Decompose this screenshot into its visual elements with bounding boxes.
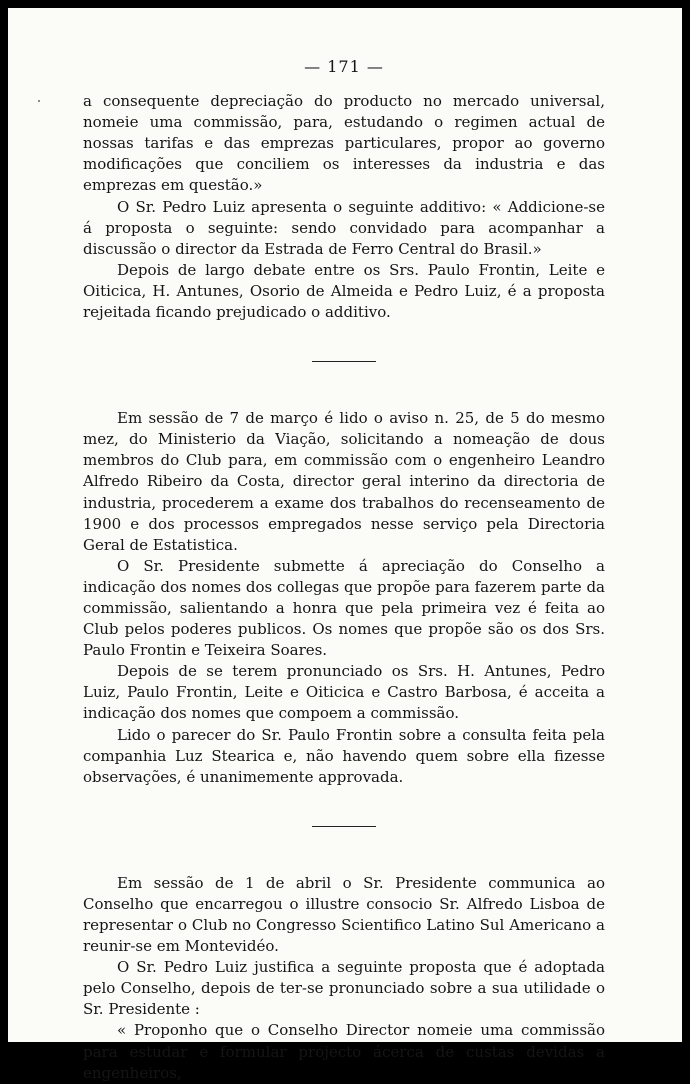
paragraph: Depois de se terem pronunciado os Srs. H. Antunes, Pedro Luiz, Paulo Frontin, Leite e Oiticica e Castro Barbosa, é acceita a indicação dos nomes que compoem a commissão. [83,662,605,723]
document-page [8,8,682,1082]
paragraph: Em sessão de 1 de abril o Sr. Presidente communica ao Conselho que encarregou o illustre consocio Sr. Alfredo Lisboa de representar o Club no Congresso Scientifico Latino Sul Americano a reunir-se em Montevidéo. [83,873,605,956]
section-divider [312,826,376,827]
page-number: — 171 — [304,57,384,76]
paragraph: « Proponho que o Conselho Director nomeie uma commissão para estudar e formular projecto ácerca de custas devidas a engenheiros, [83,1021,605,1082]
section-divider [312,361,376,362]
print-speck [38,100,40,102]
paragraph: Em sessão de 7 de março é lido o aviso n. 25, de 5 do mesmo mez, do Ministerio da Viação, solicitando a nomeação de dous membros do Club para, em commissão com o engenheiro Leandro Alfredo Ribeiro da Costa, director geral interino da directoria de industria, procederem a exame dos trabalhos do recenseamento de 1900 e dos processos empregados nesse serviço pela Directoria Geral de Estatistica. [83,409,605,554]
paragraph: Lido o parecer do Sr. Paulo Frontin sobre a consulta feita pela companhia Luz Stearica e, não havendo quem sobre ella fizesse observações, é unanimemente approvada. [83,725,605,786]
paragraph: Depois de largo debate entre os Srs. Paulo Frontin, Leite e Oiticica, H. Antunes, Osorio de Almeida e Pedro Luiz, é a proposta rejeitada ficando prejudicado o additivo. [83,260,605,322]
page-content [83,56,605,1084]
paragraph: O Sr. Pedro Luiz apresenta o seguinte additivo: « Addicione-se á proposta o seguinte: sendo convidado para acompanhar a discussão o director da Estrada de Ferro Central do Brasil.» [83,197,605,258]
paragraph: O Sr. Pedro Luiz justifica a seguinte proposta que é adoptada pelo Conselho, depois de ter-se pronunciado sobre a sua utilidade o Sr. Presidente : [83,958,605,1019]
paragraph: O Sr. Presidente submette á apreciação do Conselho a indicação dos nomes dos collegas que propõe para fazerem parte da commissão, salientando a honra que pela primeira vez é feita ao Club pelos poderes publicos. Os nomes que propõe são os dos Srs. Paulo Frontin e Teixeira Soares. [83,556,605,660]
section-first [83,91,605,323]
paragraph: a consequente depreciação do producto no mercado universal, nomeie uma commissão, para, estudando o regimen actual de nossas tarifas e das emprezas particulares, propor ao governo modificações que conciliem os interesses da industria e das emprezas em questão.» [83,92,605,195]
section-second [83,408,605,788]
section-third [83,873,605,1084]
